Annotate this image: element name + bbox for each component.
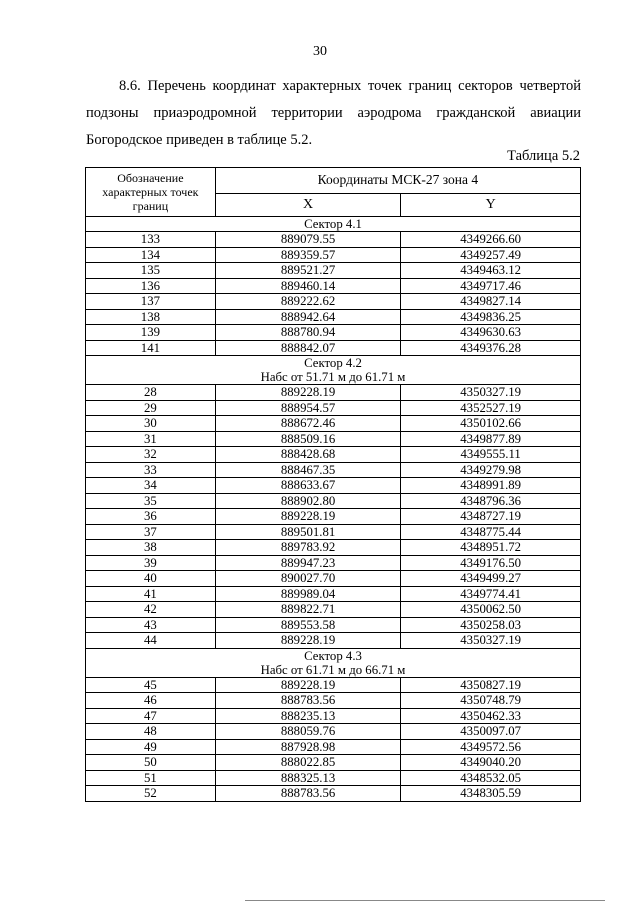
y-coordinate-cell: 4349717.46 bbox=[401, 278, 581, 294]
x-coordinate-cell: 888783.56 bbox=[215, 693, 401, 709]
point-id-cell: 37 bbox=[86, 524, 216, 540]
point-id-cell: 36 bbox=[86, 509, 216, 525]
point-id-cell: 47 bbox=[86, 708, 216, 724]
table-row bbox=[86, 385, 581, 401]
x-coordinate-cell: 888059.76 bbox=[215, 724, 401, 740]
y-coordinate-cell: 4349499.27 bbox=[401, 571, 581, 587]
y-coordinate-cell: 4348532.05 bbox=[401, 770, 581, 786]
y-coordinate-cell: 4349257.49 bbox=[401, 247, 581, 263]
y-coordinate-cell: 4349376.28 bbox=[401, 340, 581, 356]
point-id-cell: 134 bbox=[86, 247, 216, 263]
point-id-cell: 35 bbox=[86, 493, 216, 509]
y-coordinate-cell: 4348305.59 bbox=[401, 786, 581, 802]
sector-header-row bbox=[86, 648, 581, 677]
point-id-cell: 135 bbox=[86, 263, 216, 279]
x-coordinate-cell: 889228.19 bbox=[215, 633, 401, 649]
table-row bbox=[86, 493, 581, 509]
x-coordinate-cell: 889822.71 bbox=[215, 602, 401, 618]
point-id-cell: 133 bbox=[86, 232, 216, 248]
x-coordinate-cell: 889521.27 bbox=[215, 263, 401, 279]
x-coordinate-cell: 889553.58 bbox=[215, 617, 401, 633]
y-coordinate-cell: 4348951.72 bbox=[401, 540, 581, 556]
point-id-cell: 40 bbox=[86, 571, 216, 587]
y-coordinate-cell: 4350327.19 bbox=[401, 633, 581, 649]
x-coordinate-cell: 888325.13 bbox=[215, 770, 401, 786]
table-row bbox=[86, 478, 581, 494]
y-coordinate-cell: 4348796.36 bbox=[401, 493, 581, 509]
y-coordinate-cell: 4349827.14 bbox=[401, 294, 581, 310]
table-row bbox=[86, 431, 581, 447]
point-id-cell: 29 bbox=[86, 400, 216, 416]
x-coordinate-cell: 888633.67 bbox=[215, 478, 401, 494]
header-coordinates: Координаты МСК-27 зона 4 bbox=[215, 168, 580, 194]
header-x: X bbox=[215, 193, 401, 216]
point-id-cell: 48 bbox=[86, 724, 216, 740]
table-row bbox=[86, 786, 581, 802]
y-coordinate-cell: 4348991.89 bbox=[401, 478, 581, 494]
x-coordinate-cell: 889460.14 bbox=[215, 278, 401, 294]
table-row bbox=[86, 708, 581, 724]
x-coordinate-cell: 889783.92 bbox=[215, 540, 401, 556]
y-coordinate-cell: 4350827.19 bbox=[401, 677, 581, 693]
point-id-cell: 31 bbox=[86, 431, 216, 447]
table-row bbox=[86, 462, 581, 478]
table-row bbox=[86, 509, 581, 525]
coordinates-table bbox=[85, 167, 581, 802]
table-row bbox=[86, 755, 581, 771]
sector-title: Сектор 4.3 bbox=[304, 648, 362, 663]
x-coordinate-cell: 889947.23 bbox=[215, 555, 401, 571]
y-coordinate-cell: 4349555.11 bbox=[401, 447, 581, 463]
x-coordinate-cell: 889222.62 bbox=[215, 294, 401, 310]
y-coordinate-cell: 4350327.19 bbox=[401, 385, 581, 401]
table-row bbox=[86, 278, 581, 294]
y-coordinate-cell: 4349572.56 bbox=[401, 739, 581, 755]
paragraph-line-3: Богородское приведен в таблице 5.2. bbox=[86, 132, 313, 148]
table-row bbox=[86, 770, 581, 786]
header-y: Y bbox=[401, 193, 581, 216]
point-id-cell: 138 bbox=[86, 309, 216, 325]
y-coordinate-cell: 4350258.03 bbox=[401, 617, 581, 633]
table-row bbox=[86, 294, 581, 310]
point-id-cell: 32 bbox=[86, 447, 216, 463]
point-id-cell: 34 bbox=[86, 478, 216, 494]
x-coordinate-cell: 888509.16 bbox=[215, 431, 401, 447]
x-coordinate-cell: 889989.04 bbox=[215, 586, 401, 602]
x-coordinate-cell: 889228.19 bbox=[215, 677, 401, 693]
table-row bbox=[86, 340, 581, 356]
point-id-cell: 38 bbox=[86, 540, 216, 556]
table-row bbox=[86, 400, 581, 416]
table-row bbox=[86, 586, 581, 602]
table-row bbox=[86, 677, 581, 693]
x-coordinate-cell: 888842.07 bbox=[215, 340, 401, 356]
table-row bbox=[86, 617, 581, 633]
point-id-cell: 28 bbox=[86, 385, 216, 401]
sector-header bbox=[86, 648, 581, 677]
x-coordinate-cell: 890027.70 bbox=[215, 571, 401, 587]
x-coordinate-cell: 888672.46 bbox=[215, 416, 401, 432]
x-coordinate-cell: 888942.64 bbox=[215, 309, 401, 325]
sector-subtitle: Набс от 61.71 м до 66.71 м bbox=[260, 662, 406, 677]
y-coordinate-cell: 4349774.41 bbox=[401, 586, 581, 602]
table-body bbox=[86, 217, 581, 802]
x-coordinate-cell: 888467.35 bbox=[215, 462, 401, 478]
x-coordinate-cell: 889228.19 bbox=[215, 385, 401, 401]
point-id-cell: 44 bbox=[86, 633, 216, 649]
x-coordinate-cell: 889228.19 bbox=[215, 509, 401, 525]
paragraph-line-2: подзоны приаэродромной территории аэродрома гражданской авиации bbox=[86, 105, 581, 121]
table-row bbox=[86, 232, 581, 248]
table-row bbox=[86, 309, 581, 325]
sector-title: Сектор 4.1 bbox=[304, 217, 362, 231]
point-id-cell: 30 bbox=[86, 416, 216, 432]
table-row bbox=[86, 739, 581, 755]
table-row bbox=[86, 633, 581, 649]
point-id-cell: 136 bbox=[86, 278, 216, 294]
point-id-cell: 141 bbox=[86, 340, 216, 356]
table-row bbox=[86, 263, 581, 279]
y-coordinate-cell: 4348727.19 bbox=[401, 509, 581, 525]
paragraph-line-1: 8.6. Перечень координат характерных точек границ секторов четвертой bbox=[119, 78, 581, 94]
table-row bbox=[86, 447, 581, 463]
sector-header bbox=[86, 356, 581, 385]
x-coordinate-cell: 888783.56 bbox=[215, 786, 401, 802]
header-point-designation: Обозначение характерных точек границ bbox=[86, 168, 216, 217]
y-coordinate-cell: 4349463.12 bbox=[401, 263, 581, 279]
table-caption: Таблица 5.2 bbox=[507, 148, 580, 164]
x-coordinate-cell: 888235.13 bbox=[215, 708, 401, 724]
y-coordinate-cell: 4349040.20 bbox=[401, 755, 581, 771]
sector-header bbox=[86, 217, 581, 232]
point-id-cell: 137 bbox=[86, 294, 216, 310]
page-bottom-rule bbox=[245, 900, 605, 901]
point-id-cell: 33 bbox=[86, 462, 216, 478]
y-coordinate-cell: 4350062.50 bbox=[401, 602, 581, 618]
table-row bbox=[86, 540, 581, 556]
table-row bbox=[86, 555, 581, 571]
y-coordinate-cell: 4352527.19 bbox=[401, 400, 581, 416]
table-row bbox=[86, 571, 581, 587]
table-row bbox=[86, 524, 581, 540]
y-coordinate-cell: 4348775.44 bbox=[401, 524, 581, 540]
point-id-cell: 42 bbox=[86, 602, 216, 618]
table-row bbox=[86, 247, 581, 263]
x-coordinate-cell: 888428.68 bbox=[215, 447, 401, 463]
point-id-cell: 51 bbox=[86, 770, 216, 786]
sector-header-row bbox=[86, 217, 581, 232]
point-id-cell: 52 bbox=[86, 786, 216, 802]
x-coordinate-cell: 888954.57 bbox=[215, 400, 401, 416]
point-id-cell: 49 bbox=[86, 739, 216, 755]
point-id-cell: 45 bbox=[86, 677, 216, 693]
x-coordinate-cell: 889359.57 bbox=[215, 247, 401, 263]
table-row bbox=[86, 416, 581, 432]
y-coordinate-cell: 4350102.66 bbox=[401, 416, 581, 432]
sector-title: Сектор 4.2 bbox=[304, 356, 362, 370]
table-row bbox=[86, 693, 581, 709]
x-coordinate-cell: 889501.81 bbox=[215, 524, 401, 540]
point-id-cell: 41 bbox=[86, 586, 216, 602]
y-coordinate-cell: 4350097.07 bbox=[401, 724, 581, 740]
x-coordinate-cell: 888022.85 bbox=[215, 755, 401, 771]
y-coordinate-cell: 4349266.60 bbox=[401, 232, 581, 248]
intro-paragraph bbox=[86, 73, 581, 154]
point-id-cell: 139 bbox=[86, 325, 216, 341]
y-coordinate-cell: 4349176.50 bbox=[401, 555, 581, 571]
y-coordinate-cell: 4349836.25 bbox=[401, 309, 581, 325]
table-row bbox=[86, 724, 581, 740]
y-coordinate-cell: 4349279.98 bbox=[401, 462, 581, 478]
y-coordinate-cell: 4349877.89 bbox=[401, 431, 581, 447]
y-coordinate-cell: 4350462.33 bbox=[401, 708, 581, 724]
y-coordinate-cell: 4350748.79 bbox=[401, 693, 581, 709]
table-row bbox=[86, 602, 581, 618]
x-coordinate-cell: 889079.55 bbox=[215, 232, 401, 248]
sector-header-row bbox=[86, 356, 581, 385]
point-id-cell: 50 bbox=[86, 755, 216, 771]
table-row bbox=[86, 325, 581, 341]
point-id-cell: 43 bbox=[86, 617, 216, 633]
x-coordinate-cell: 888902.80 bbox=[215, 493, 401, 509]
y-coordinate-cell: 4349630.63 bbox=[401, 325, 581, 341]
page-number: 30 bbox=[313, 44, 327, 59]
point-id-cell: 46 bbox=[86, 693, 216, 709]
sector-subtitle: Набс от 51.71 м до 61.71 м bbox=[260, 370, 406, 384]
point-id-cell: 39 bbox=[86, 555, 216, 571]
x-coordinate-cell: 887928.98 bbox=[215, 739, 401, 755]
x-coordinate-cell: 888780.94 bbox=[215, 325, 401, 341]
